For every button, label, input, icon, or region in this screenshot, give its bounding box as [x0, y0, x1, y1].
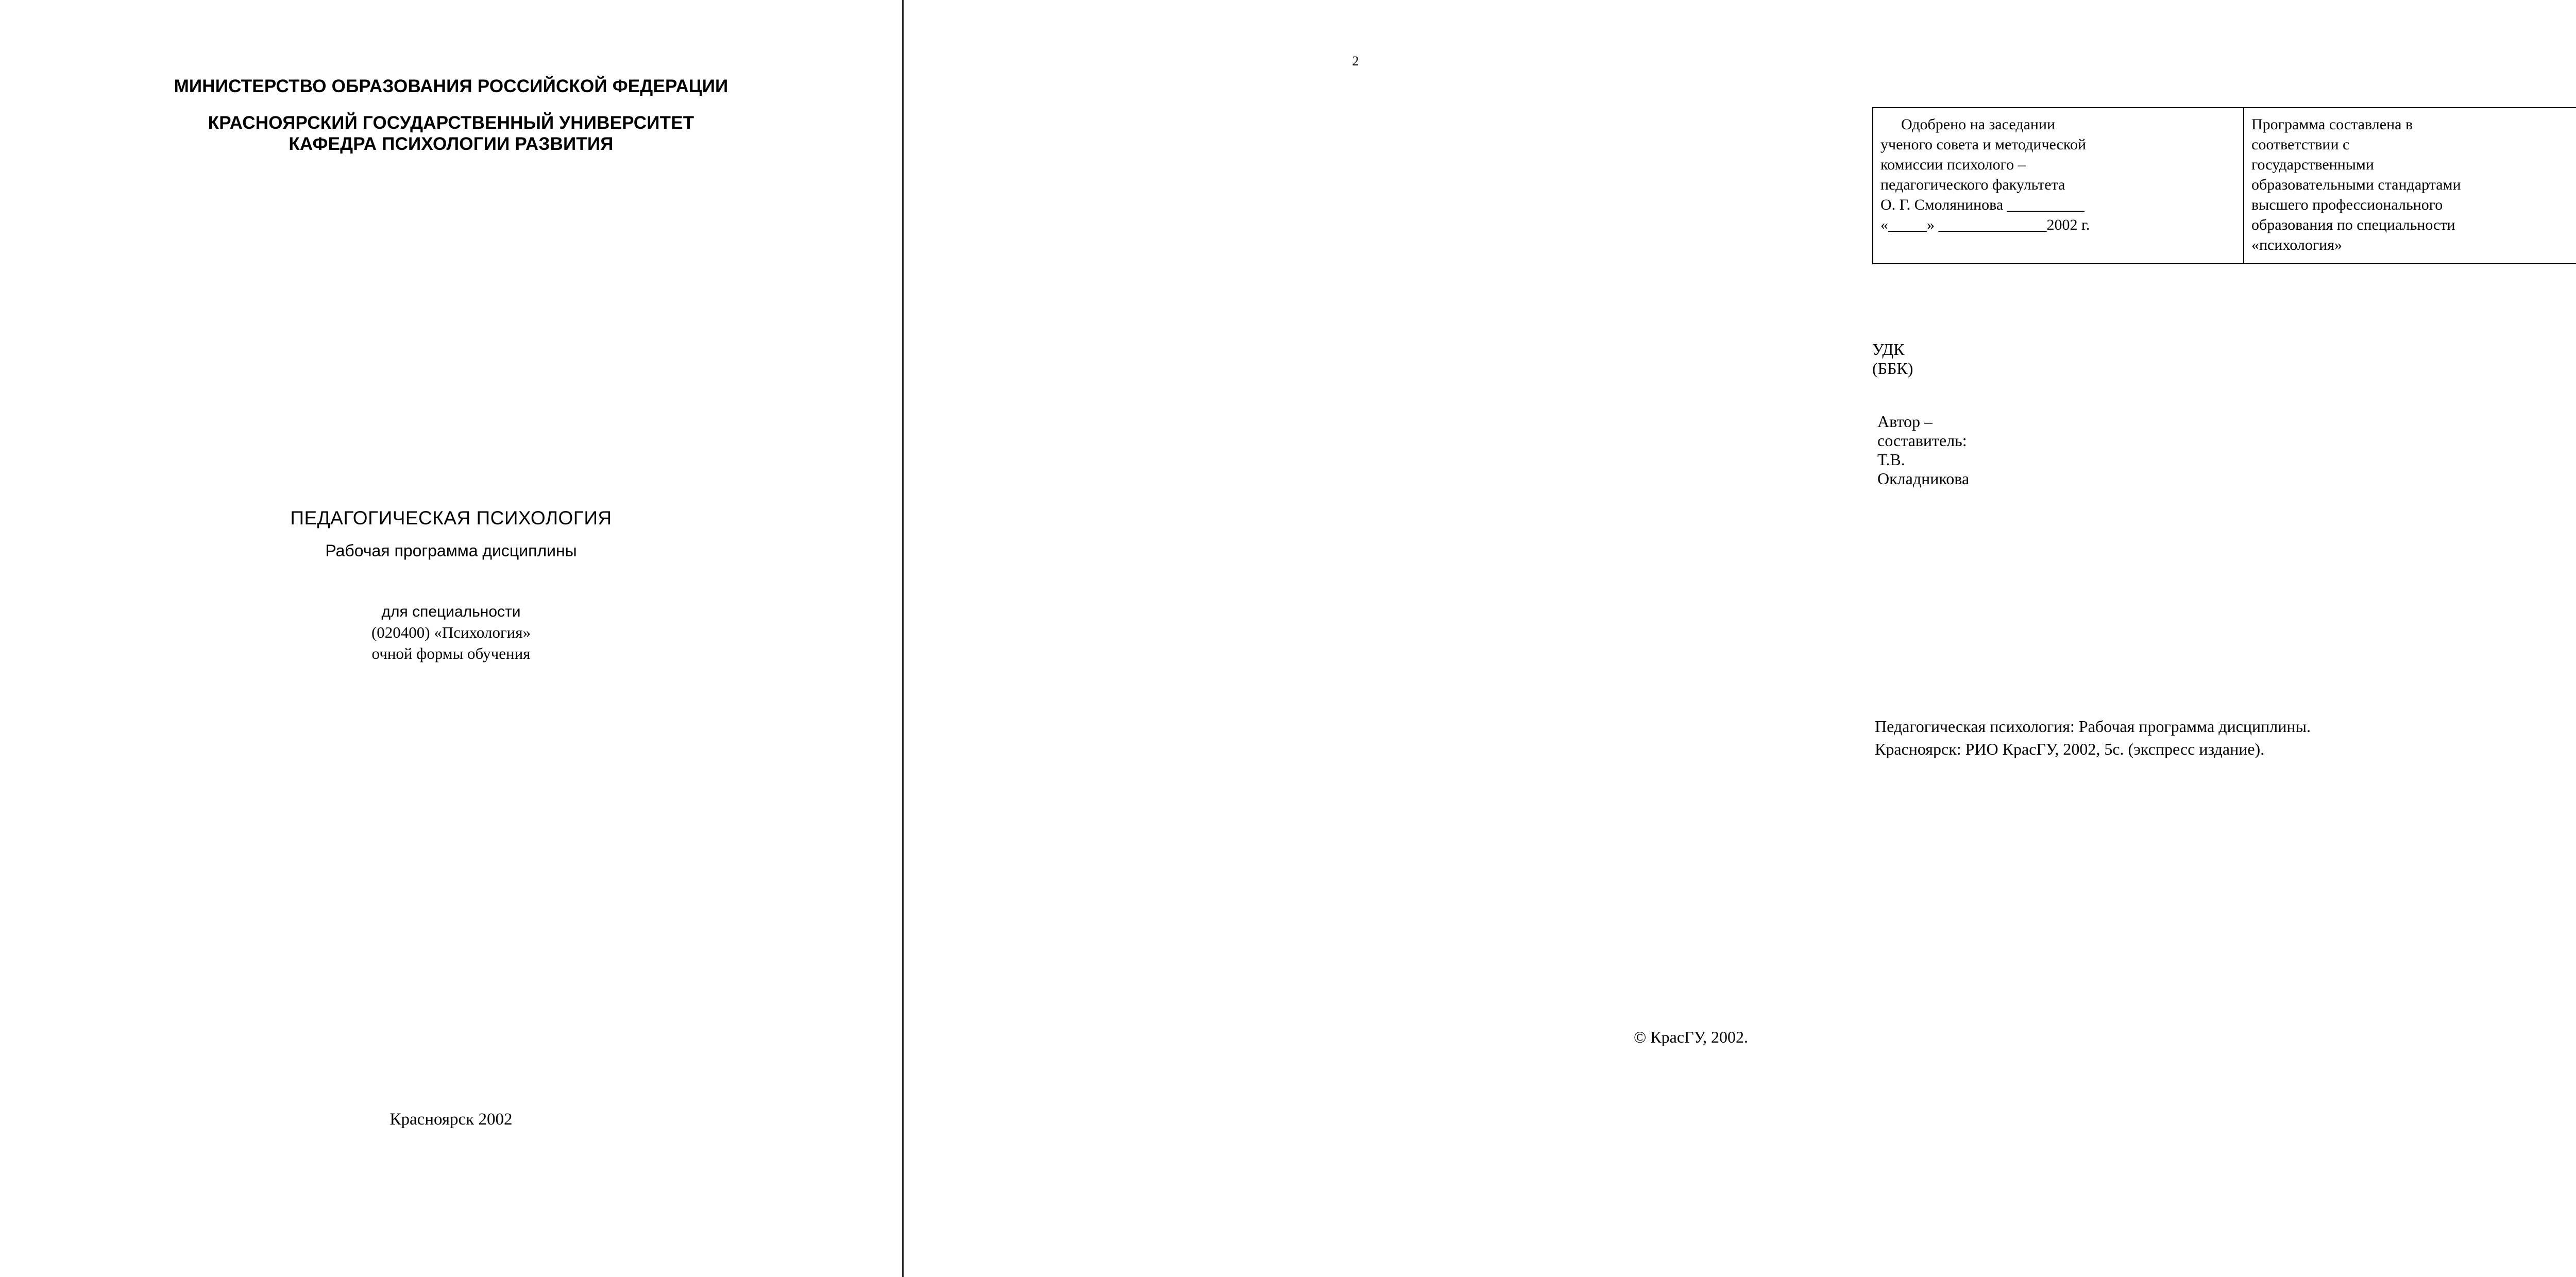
table-row — [1873, 108, 2576, 264]
approval-left-line-5: О. Г. Смолянинова __________ — [1880, 196, 2084, 213]
department-line: КАФЕДРА ПСИХОЛОГИИ РАЗВИТИЯ — [289, 134, 614, 154]
approval-right-line-3: государственными — [2251, 156, 2374, 173]
udk-code: УДК (ББК) — [1872, 340, 1913, 378]
approval-cell-left — [1873, 108, 2244, 264]
citation-line-2: Красноярск: РИО КрасГУ, 2002, 5с. (экспресс издание). — [1875, 740, 2265, 759]
university-line: КРАСНОЯРСКИЙ ГОСУДАРСТВЕННЫЙ УНИВЕРСИТЕТ — [208, 113, 694, 133]
author-line: Автор – составитель: Т.В. Окладникова — [1877, 412, 1970, 488]
city-year: Красноярск 2002 — [389, 1110, 513, 1129]
specialty-code: (020400) «Психология» — [371, 623, 531, 641]
approval-table — [1872, 107, 2576, 264]
copyright-line: © КрасГУ, 2002. — [1634, 1028, 1748, 1046]
imprint-page — [904, 0, 2461, 1277]
subject-block — [0, 507, 902, 664]
approval-left-line-3: комиссии психолого – — [1880, 156, 2026, 173]
approval-left-line-1: Одобрено на заседании — [1901, 116, 2056, 133]
approval-left-line-2: ученого совета и методической — [1880, 136, 2087, 153]
citation-line-1: Педагогическая психология: Рабочая программа дисциплины. — [1875, 717, 2311, 736]
approval-right-line-5: высшего профессионального — [2251, 196, 2443, 213]
title-page — [0, 0, 904, 1277]
discipline-subtitle: Рабочая программа дисциплины — [325, 541, 577, 560]
for-specialty-label: для специальности — [381, 603, 521, 620]
citation-block — [1875, 715, 2576, 760]
institution-header — [0, 77, 902, 153]
study-form: очной формы обучения — [371, 644, 531, 662]
approval-left-line-6: «_____» ______________2002 г. — [1880, 216, 2090, 233]
approval-right-line-6: образования по специальности — [2251, 216, 2455, 233]
page-number: 2 — [1352, 54, 1359, 69]
ministry-line: МИНИСТЕРСТВО ОБРАЗОВАНИЯ РОССИЙСКОЙ ФЕДЕРАЦИИ — [174, 76, 728, 96]
approval-cell-right — [2244, 108, 2576, 264]
approval-right-line-7: «психология» — [2251, 236, 2343, 253]
approval-left-line-4: педагогического факультета — [1880, 176, 2065, 193]
discipline-title: ПЕДАГОГИЧЕСКАЯ ПСИХОЛОГИЯ — [290, 507, 612, 529]
approval-right-line-2: соответствии с — [2251, 136, 2350, 153]
approval-right-line-4: образовательными стандартами — [2251, 176, 2461, 193]
approval-right-line-1: Программа составлена в — [2251, 116, 2413, 133]
